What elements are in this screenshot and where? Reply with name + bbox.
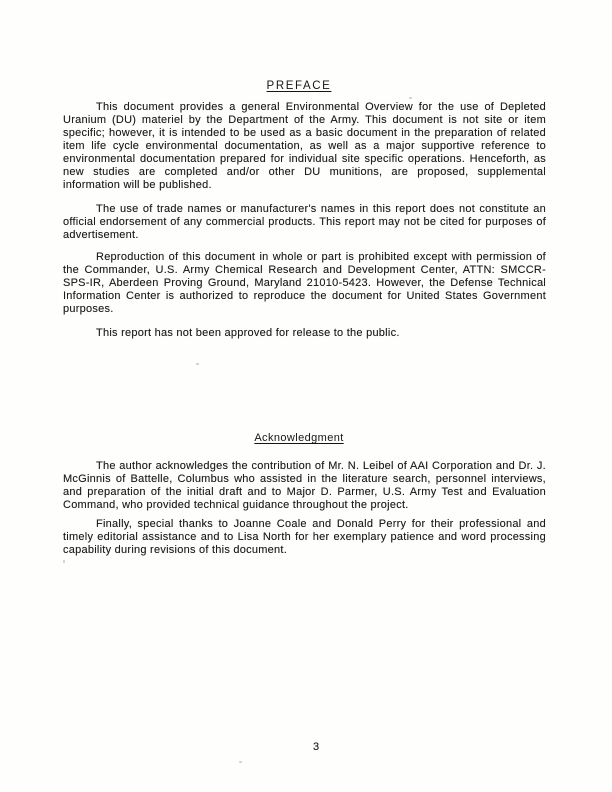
scan-speck: [196, 363, 199, 365]
preface-paragraph-1: This document provides a general Environmental Overview for the use of Depleted Uranium (DU) materiel by the Department of the Army. This document is not site or item specific; however, it is intended to be used as a basic document in the preparation of related item life cycle environmental documentation, as well as a major supportive reference to environmental documentation prepared for individual site specific operations. Henceforth, as new studies are completed and/or other DU munitions, are proposed, supplemental information will be published.: [63, 101, 546, 191]
scan-speck: [239, 761, 242, 763]
preface-title: PREFACE: [266, 80, 332, 92]
acknowledgment-paragraph-2: Finally, special thanks to Joanne Coale and Donald Perry for their professional and timely editorial assistance and to Lisa North for her exemplary patience and word processing capability during revisions of this document.: [63, 518, 546, 556]
preface-paragraph-4: This report has not been approved for release to the public.: [96, 327, 400, 339]
scan-speck: [409, 97, 412, 99]
preface-paragraph-2: The use of trade names or manufacturer's names in this report does not constitute an official endorsement of any commercial products. This report may not be cited for purposes of advertisement.: [63, 203, 546, 241]
scan-speck: [63, 560, 65, 563]
preface-paragraph-3: Reproduction of this document in whole or part is prohibited except with permission of the Commander, U.S. Army Chemical Research and Development Center, ATTN: SMCCR-SPS-IR, Aberdeen Proving Ground, Maryland 21010-5423. However, the Defense Technical Information Center is authorized to reproduce the document for United States Government purposes.: [63, 251, 546, 315]
acknowledgment-title: Acknowledgment: [254, 432, 344, 444]
page-number: 3: [312, 741, 320, 753]
acknowledgment-paragraph-1: The author acknowledges the contribution of Mr. N. Leibel of AAI Corporation and Dr. J. McGinnis of Battelle, Columbus who assisted in the literature search, personnel interviews, and preparation of the initial draft and to Major D. Parmer, U.S. Army Test and Evaluation Command, who provided technical guidance throughout the project.: [63, 460, 546, 511]
